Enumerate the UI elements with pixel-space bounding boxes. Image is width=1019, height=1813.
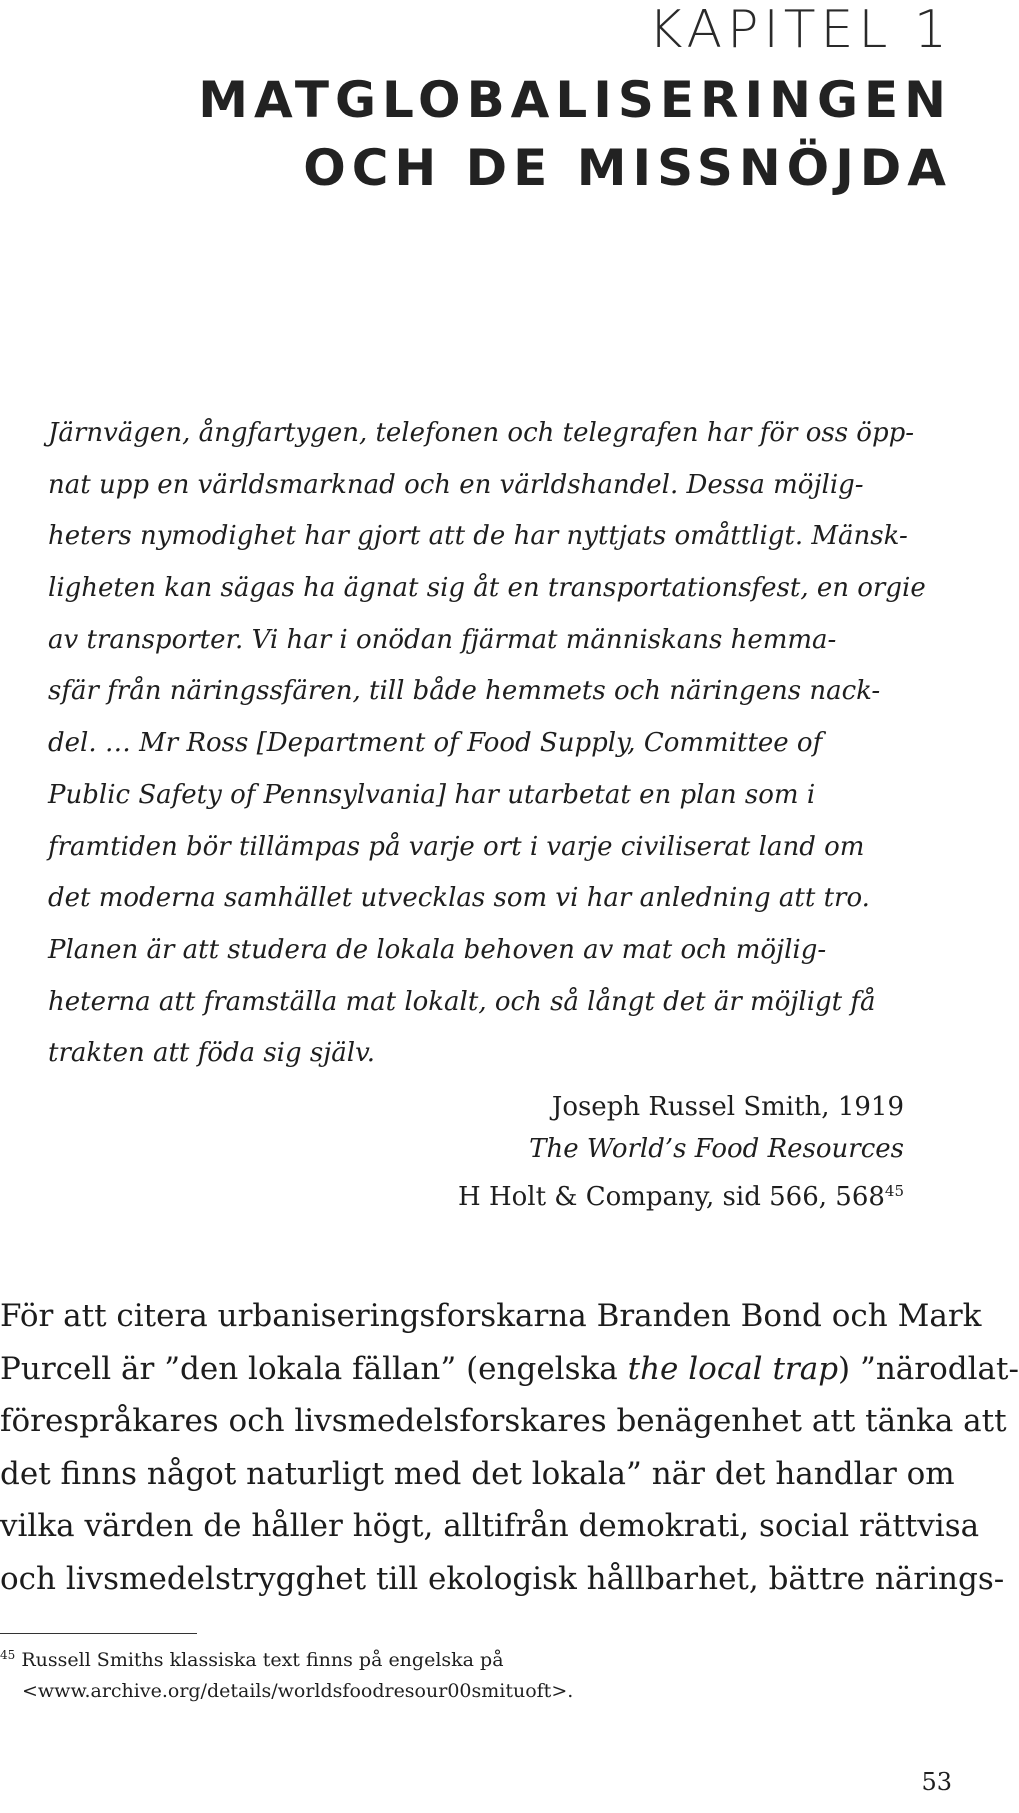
epigraph-line: av transporter. Vi har i onödan fjärmat människans hemma- bbox=[48, 624, 837, 655]
chapter-label: KAPITEL 1 bbox=[648, 0, 952, 60]
footnote-text: Russell Smiths klassiska text finns på engelska på bbox=[21, 1649, 504, 1671]
footnote bbox=[0, 1640, 573, 1707]
body-paragraph bbox=[0, 1290, 1019, 1606]
epigraph-line: Planen är att studera de lokala behoven av mat och möjlig- bbox=[48, 934, 827, 965]
epigraph bbox=[48, 408, 926, 1080]
epigraph-line: nat upp en världsmarknad och en världshandel. Dessa möjlig- bbox=[48, 469, 864, 500]
body-text-run: ) ”närodlat- bbox=[838, 1350, 1019, 1387]
body-line: För att citera urbaniseringsforskarna Branden Bond och Mark bbox=[0, 1298, 982, 1334]
attribution-publisher-line bbox=[458, 1170, 904, 1218]
body-line: och livsmedelstrygghet till ekologisk hållbarhet, bättre närings- bbox=[0, 1560, 1005, 1597]
attribution-publisher: H Holt & Company, sid 566, 568 bbox=[458, 1182, 885, 1212]
epigraph-line: heterna att framställa mat lokalt, och så långt det är möjligt få bbox=[48, 986, 876, 1017]
epigraph-line: Public Safety of Pennsylvania] har utarbetat en plan som i bbox=[48, 779, 816, 810]
epigraph-line: ligheten kan sägas ha ägnat sig åt en transportationsfest, en orgie bbox=[48, 573, 926, 604]
chapter-title-line: OCH DE MISSNÖJDA bbox=[303, 139, 952, 197]
epigraph-line: heters nymodighet har gjort att de har nyttjats omåttligt. Mänsk- bbox=[48, 521, 908, 552]
body-line bbox=[0, 1343, 1019, 1396]
epigraph-line: Järnvägen, ångfartygen, telefonen och telegrafen har för oss öpp- bbox=[48, 418, 915, 448]
attribution-work: The World’s Food Resources bbox=[529, 1134, 904, 1164]
epigraph-attribution bbox=[458, 1086, 904, 1218]
body-text-run: Purcell är ”den lokala fällan” (engelska bbox=[0, 1350, 628, 1387]
page-number: 53 bbox=[921, 1768, 952, 1796]
body-line: vilka värden de håller högt, alltifrån demokrati, social rättvisa bbox=[0, 1508, 980, 1545]
chapter-title-line: MATGLOBALISERINGEN bbox=[198, 71, 952, 129]
footnote-divider bbox=[0, 1633, 197, 1634]
epigraph-line: framtiden bör tillämpas på varje ort i varje civiliserat land om bbox=[48, 831, 865, 862]
footnote-number: 45 bbox=[0, 1648, 16, 1662]
footnote-line bbox=[0, 1640, 573, 1676]
body-line: förespråkares och livsmedelsforskares benägenhet att tänka att bbox=[0, 1403, 1007, 1440]
footnote-url[interactable]: <www.archive.org/details/worldsfoodresour00smituoft>. bbox=[22, 1680, 574, 1702]
attribution-author: Joseph Russel Smith, 1919 bbox=[551, 1092, 904, 1122]
epigraph-line: sfär från näringssfären, till både hemmets och näringens nack- bbox=[48, 676, 881, 707]
body-emphasis: the local trap bbox=[627, 1350, 839, 1387]
body-line: det finns något naturligt med det lokala” när det handlar om bbox=[0, 1455, 955, 1492]
chapter-title bbox=[198, 66, 952, 202]
epigraph-line: det moderna samhället utvecklas som vi har anledning att tro. bbox=[48, 883, 870, 914]
footnote-reference[interactable]: 45 bbox=[884, 1182, 904, 1200]
epigraph-line: trakten att föda sig själv. bbox=[48, 1038, 375, 1069]
epigraph-line: del. … Mr Ross [Department of Food Supply, Committee of bbox=[48, 728, 823, 759]
